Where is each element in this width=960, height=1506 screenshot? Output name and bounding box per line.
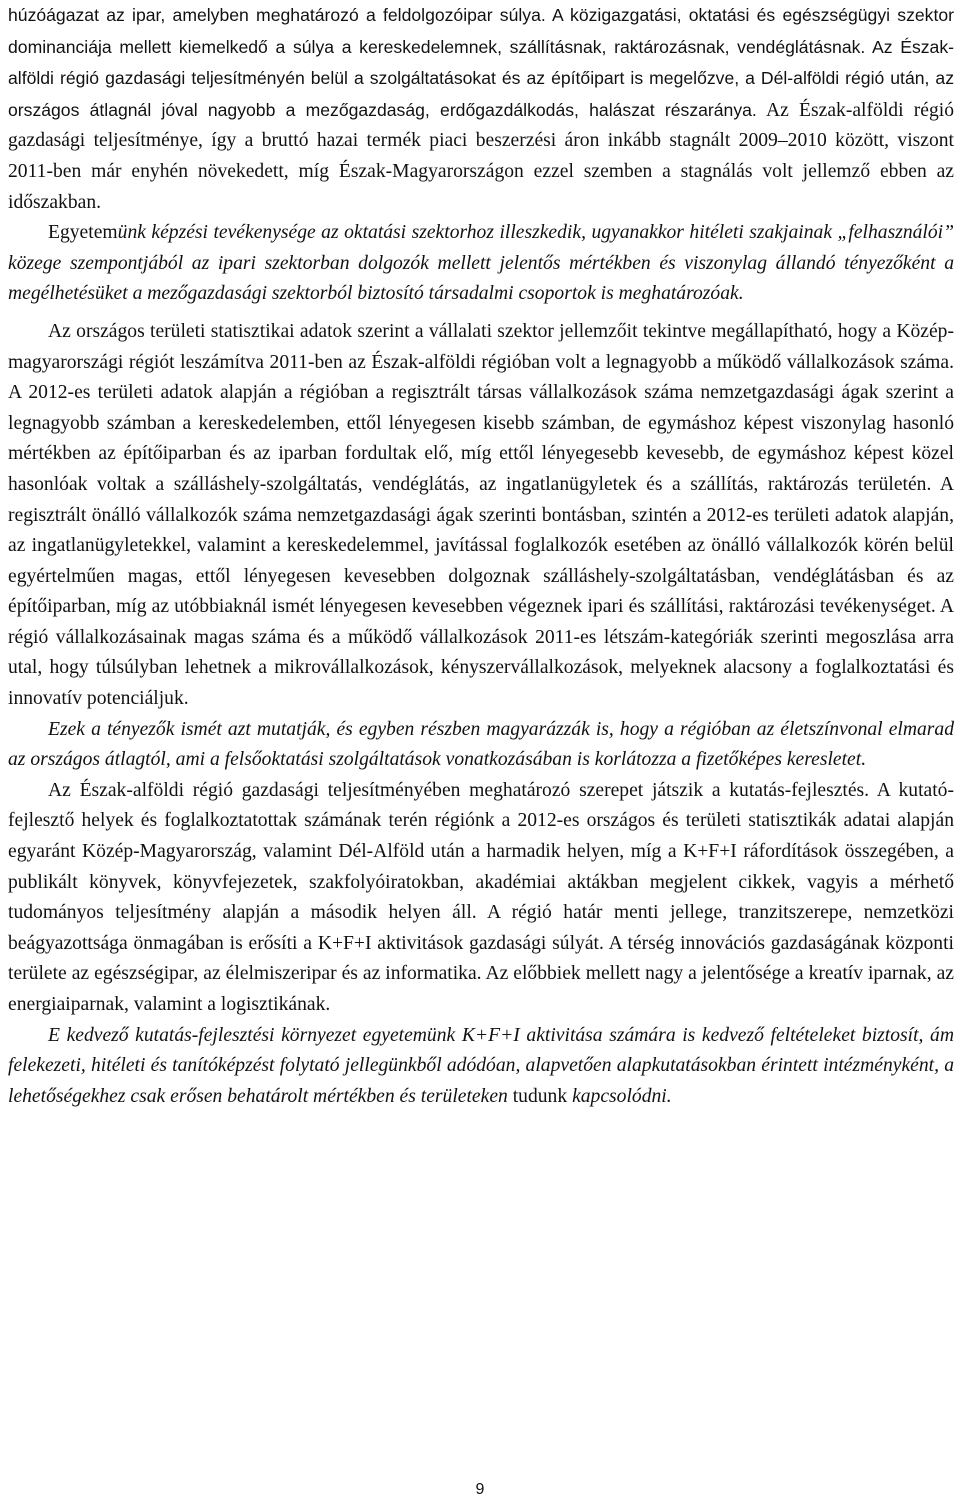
paragraph-3: [8, 317, 954, 715]
paragraph-6: [8, 1021, 954, 1113]
paragraph-4: [8, 715, 954, 776]
paragraph-3-text: Az országos területi statisztikai adatok szerint a vállalati szektor jellemzőit tekintve megállapítható, hogy a Közép-magyarországi régiót leszámítva 2011-ben az Észak-alföldi régióban volt a legnagyobb a működő vállalkozások száma. A 2012-es területi adatok alapján a régióban a regisztrált társas vállalkozások száma nemzetgazdasági ágak szerint a legnagyobb számban a kereskedelemben, ettől lényegesen kisebb számban, de egymáshoz képest viszonylag hasonló mértékben az építőiparban és az iparban fordultak elő, míg ettől lényegesebb kevesebb, de egymáshoz képest közel hasonlóak voltak a szálláshely-szolgáltatás, vendéglátás, az ingatlanügyletek és a szállítás, raktározás területén. A regisztrált önálló vállalkozók száma nemzetgazdasági ágak szerinti bontásban, szintén a 2012-es területi adatok alapján, az ingatlanügyletekkel, valamint a kereskedelemmel, javítással foglalkozók esetében az önálló vállalkozók körén belül egyértelműen magas, ettől lényegesen kevesebben dolgoznak szálláshely-szolgáltatásban, vendéglátásban és az építőiparban, míg az utóbbiaknál ismét lényegesen kevesebben végeznek ipari és szállítási, raktározási tevékenységet. A régió vállalkozásainak magas száma és a működő vállalkozások 2011-es létszám-kategóriák szerinti megoszlása arra utal, hogy túlsúlyban lehetnek a mikrovállalkozások, kényszervállalkozások, melyeknek alacsony a foglalkoztatási és innovatív potenciáljuk.: [8, 320, 954, 710]
paragraph-2-lead: Egyetem: [48, 222, 118, 244]
document-page: [8, 0, 954, 1112]
paragraph-6-normal-text: tudunk: [507, 1085, 573, 1107]
paragraph-2-italic-text: ünk képzési tevékenysége az oktatási szektorhoz illeszkedik, ugyanakkor hitéleti szakjainak „felhasználói” közege szempontjából az ipari szektorban dolgozók mellett jelentős mértékben és viszonylag állandó tényezőként a megélhetésüket a mezőgazdasági szektorból biztosító társadalmi csoportok is meghatározóak.: [8, 222, 954, 305]
paragraph-1-text-sans: húzóágazat az ipar, amelyben meghatározó a feldolgozóipar súlya. A közigazgatási, oktatási és egészségügyi szektor dominanciája mellett kiemelkedő a súlya a kereskedelemnek, szállításnak, raktározásnak, vendéglátásnak. Az Észak-alföldi régió gazdasági teljesítményén belül a szolgáltatásokat és az építőipart is megelőzve, a Dél-alföldi régió után, az országos átlagnál jóval nagyobb a mezőgazdaság, erdőgazdálkodás, halászat részaránya.: [8, 5, 954, 120]
paragraph-4-italic-text: Ezek a tényezők ismét azt mutatják, és egyben részben magyarázzák is, hogy a régióban az életszínvonal elmarad az országos átlagtól, ami a felsőoktatási szolgáltatások vonatkozásában is korlátozza a fizetőképes keresletet.: [8, 718, 954, 771]
paragraph-2: [8, 218, 954, 310]
paragraph-6-italic-end: kapcsolódni.: [572, 1085, 672, 1107]
page-number: 9: [475, 1481, 485, 1498]
paragraph-1: [8, 0, 954, 218]
paragraph-6-italic-text: E kedvező kutatás-fejlesztési környezet egyetemünk K+F+I aktivitása számára is kedvező feltételeket biztosít, ám felekezeti, hitéleti és tanítóképzést folytató jellegünkből adódóan, alapvetően alapkutatásokban érintett intézményként, a lehetőségekhez csak erősen behatárolt mértékben és területeken: [8, 1024, 954, 1107]
paragraph-5: [8, 776, 954, 1021]
paragraph-5-text: Az Észak-alföldi régió gazdasági teljesítményében meghatározó szerepet játszik a kutatás-fejlesztés. A kutató-fejlesztő helyek és foglalkoztatottak számának terén régiónk a 2012-es országos és területi statisztikák adatai alapján egyaránt Közép-Magyarország, valamint Dél-Alföld után a harmadik helyen, míg a K+F+I ráfordítások összegében, a publikált könyvek, könyvfejezetek, szakfolyóiratokban, akadémiai aktákban megjelent cikkek, vagyis a mérhető tudományos teljesítmény alapján a második helyen áll. A régió határ menti jellege, tranzitszerepe, nemzetközi beágyazottsága önmagában is erősíti a K+F+I aktivitások gazdasági súlyát. A térség innovációs gazdaságának központi területe az egészségipar, az élelmiszeripar és az informatika. Az előbbiek mellett nagy a jelentősége a kreatív iparnak, az energiaiparnak, valamint a logisztikának.: [8, 779, 954, 1015]
paragraph-1-text: Az Észak-alföldi régió gazdasági teljesítménye, így a bruttó hazai termék piaci beszerzési áron inkább stagnált 2009–2010 között, viszont 2011-ben már enyhén növekedett, míg Észak-Magyarországon ezzel szemben a stagnálás volt jellemző ebben az időszakban.: [8, 99, 955, 213]
